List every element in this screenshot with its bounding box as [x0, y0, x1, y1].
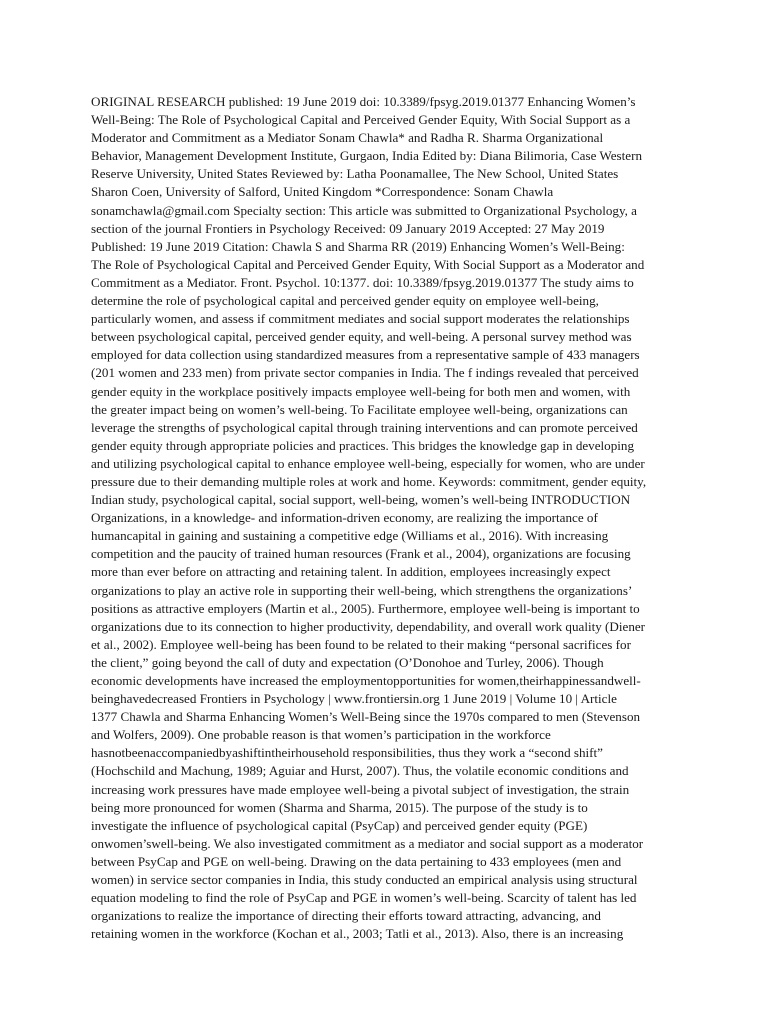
text-line: gender equity in the workplace positively impacts employee well-being for both men and women, with — [91, 383, 631, 399]
text-line: determine the role of psychological capital and perceived gender equity on employee well-being, — [91, 293, 599, 309]
text-line: hasnotbeenaccompaniedbyashiftintheirhousehold responsibilities, thus they work a “second shift” — [91, 745, 603, 761]
text-line: (Hochschild and Machung, 1989; Aguiar and Hurst, 2007). Thus, the volatile economic conditions and — [91, 763, 629, 779]
text-line: and Wolfers, 2009). One probable reason is that women’s participation in the workforce — [91, 727, 551, 743]
text-line: economic developments have increased the employmentopportunities for women,theirhappinessandwell- — [91, 673, 641, 688]
text-line: Moderator and Commitment as a Mediator Sonam Chawla* and Radha R. Sharma Organizational — [91, 130, 604, 146]
text-line: increasing work pressures have made employee well-being a pivotal subject of investigation, the strain — [91, 781, 630, 797]
article-text — [91, 93, 691, 943]
text-line: between psychological capital, perceived gender equity, and well-being. A personal survey method was — [91, 329, 632, 345]
text-line: humancapital in gaining and sustaining a competitive edge (Williams et al., 2016). With increasing — [91, 528, 609, 544]
text-line: ORIGINAL RESEARCH published: 19 June 2019 doi: 10.3389/fpsyg.2019.01377 Enhancing Women’s — [91, 94, 636, 109]
text-line: Indian study, psychological capital, social support, well-being, women’s well-being INTRODUCTION — [91, 492, 631, 508]
text-line: women) in service sector companies in India, this study conducted an empirical analysis using structural — [91, 872, 638, 888]
text-line: The Role of Psychological Capital and Perceived Gender Equity, With Social Support as a Moderator and — [91, 256, 645, 272]
text-line: organizations to realize the importance of directing their efforts toward attracting, advancing, and — [91, 908, 601, 924]
text-line: and utilizing psychological capital to enhance employee well-being, especially for women, who are under — [91, 455, 645, 471]
text-line: employed for data collection using standardized measures from a representative sample of 433 managers — [91, 347, 640, 363]
text-line: particularly women, and assess if commitment mediates and social support moderates the relationships — [91, 311, 630, 327]
text-line: organizations to play an active role in supporting their well-being, which strengthens the organizations’ — [91, 582, 633, 598]
text-line: the greater impact being on women’s well-being. To Facilitate employee well-being, organizations can — [91, 401, 628, 417]
text-line: Well-Being: The Role of Psychological Capital and Perceived Gender Equity, With Social Support as a — [91, 112, 631, 128]
text-line: sonamchawla@gmail.com Specialty section: This article was submitted to Organizational Psychology, a — [91, 202, 637, 218]
text-line: Organizations, in a knowledge- and information-driven economy, are realizing the importance of — [91, 510, 598, 526]
text-line: beinghavedecreased Frontiers in Psychology | www.frontiersin.org 1 June 2019 | Volume 10 | Article — [91, 691, 617, 707]
text-line: Commitment as a Mediator. Front. Psychol. 10:1377. doi: 10.3389/fpsyg.2019.01377 The study aims to — [91, 274, 634, 290]
text-line: gender equity through appropriate policies and practices. This bridges the knowledge gap in developing — [91, 437, 634, 453]
text-line: retaining women in the workforce (Kochan et al., 2003; Tatli et al., 2013). Also, there is an increasing — [91, 926, 624, 942]
text-line: pressure due to their demanding multiple roles at work and home. Keywords: commitment, gender equity, — [91, 473, 647, 489]
text-line: section of the journal Frontiers in Psychology Received: 09 January 2019 Accepted: 27 May 2019 — [91, 220, 605, 236]
text-line: 1377 Chawla and Sharma Enhancing Women’s Well-Being since the 1970s compared to men (Stevenson — [91, 709, 641, 725]
text-line: (201 women and 233 men) from private sector companies in India. The f indings revealed that perceived — [91, 365, 639, 381]
text-line: being more pronounced for women (Sharma and Sharma, 2015). The purpose of the study is to — [91, 799, 588, 815]
text-line: leverage the strengths of psychological capital through training interventions and can promote perceived — [91, 419, 638, 435]
text-line: et al., 2002). Employee well-being has been found to be related to their making “personal sacrifices for — [91, 636, 631, 652]
text-line: Reserve University, United States Reviewed by: Latha Poonamallee, The New School, United States — [91, 166, 619, 182]
text-line: investigate the influence of psychological capital (PsyCap) and perceived gender equity (PGE) — [91, 817, 588, 833]
text-line: competition and the paucity of trained human resources (Frank et al., 2004), organizations are focusing — [91, 546, 631, 562]
text-line: positions as attractive employers (Martin et al., 2005). Furthermore, employee well-being is important to — [91, 600, 640, 616]
text-line: Sharon Coen, University of Salford, United Kingdom *Correspondence: Sonam Chawla — [91, 184, 554, 200]
text-line: Published: 19 June 2019 Citation: Chawla S and Sharma RR (2019) Enhancing Women’s Well-Being: — [91, 238, 625, 254]
text-line: organizations due to its connection to higher productivity, dependability, and overall work quality (Diener — [91, 618, 646, 634]
text-line: onwomen’swell-being. We also investigated commitment as a mediator and social support as a moderator — [91, 835, 644, 851]
text-line: the client,” going beyond the call of duty and expectation (O’Donohoe and Turley, 2006). Though — [91, 654, 604, 670]
text-line: equation modeling to find the role of PsyCap and PGE in women’s well-being. Scarcity of talent has led — [91, 890, 637, 906]
text-line: between PsyCap and PGE on well-being. Drawing on the data pertaining to 433 employees (men and — [91, 853, 622, 869]
text-line: Behavior, Management Development Institute, Gurgaon, India Edited by: Diana Bilimoria, Case Western — [91, 148, 643, 164]
text-line: more than ever before on attracting and retaining talent. In addition, employees increasingly expect — [91, 564, 611, 580]
